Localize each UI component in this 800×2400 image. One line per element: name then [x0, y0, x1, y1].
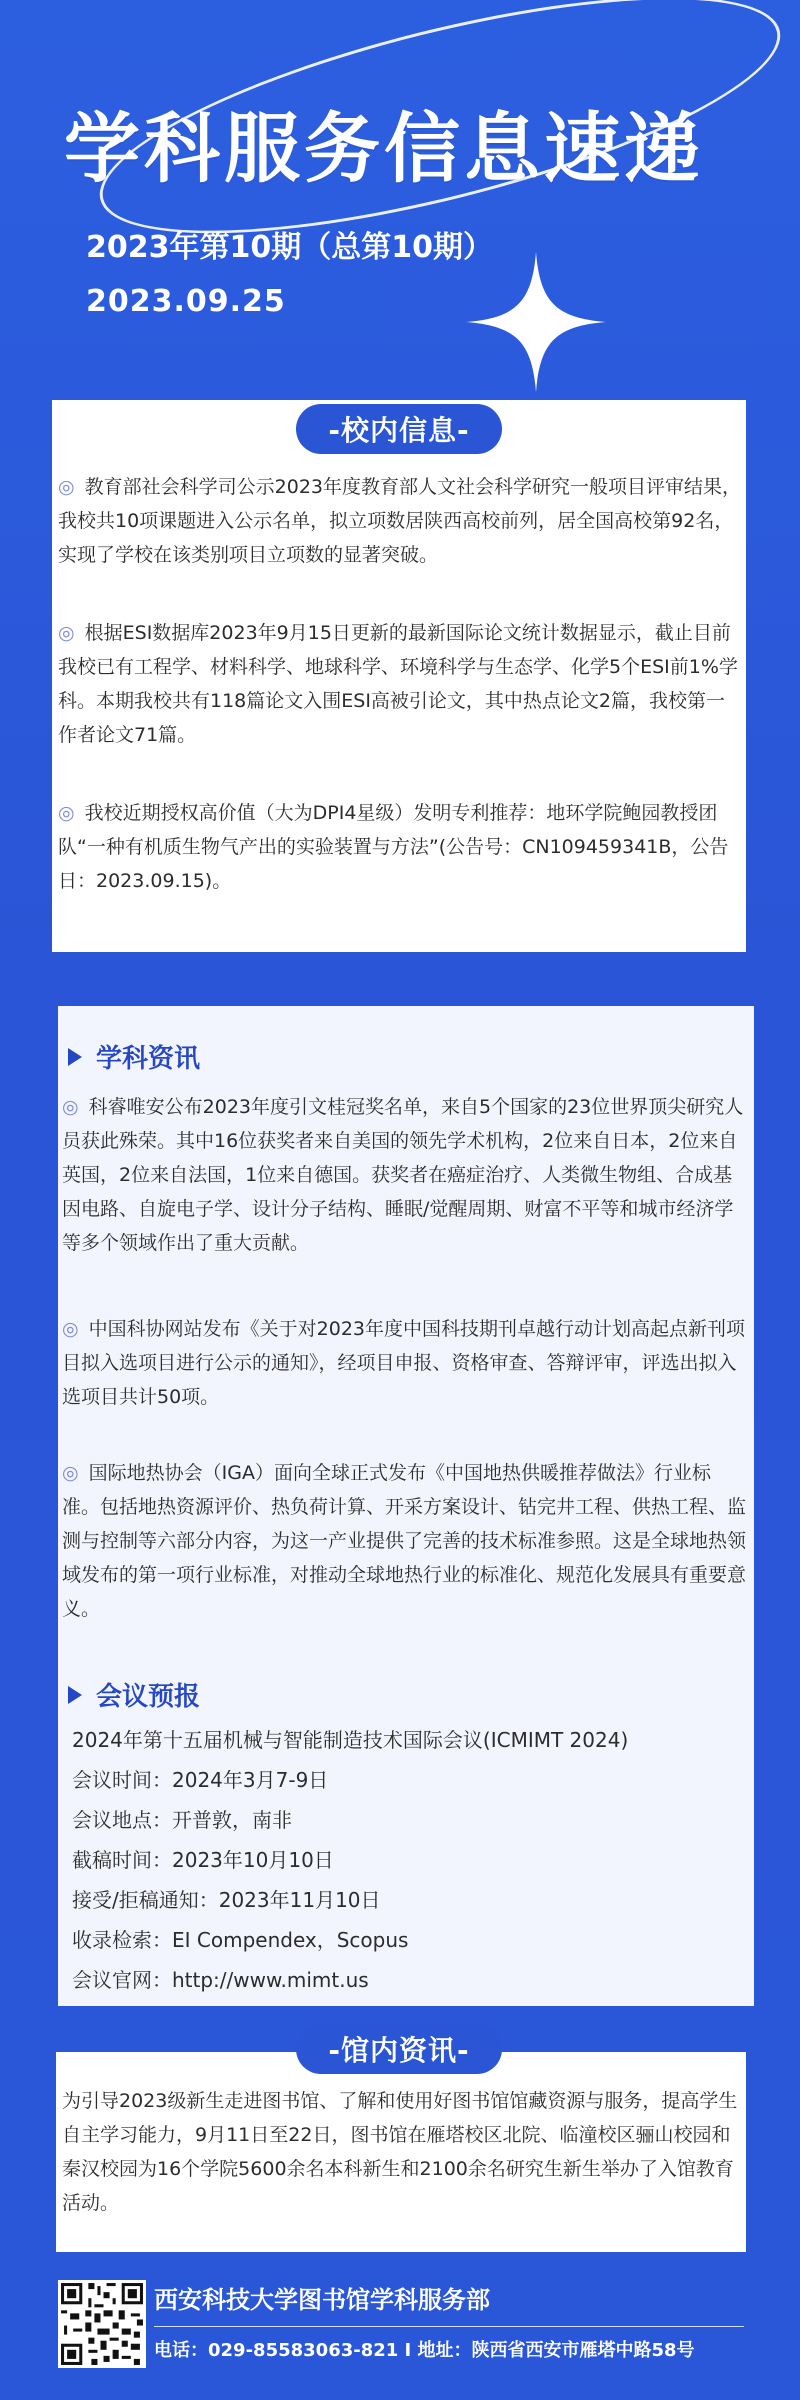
- bullet-icon: ◎: [62, 1318, 79, 1340]
- conference-website[interactable]: 会议官网：http://www.mimt.us: [72, 1968, 369, 1992]
- bullet-icon: ◎: [62, 1096, 79, 1118]
- campus-news-item: [58, 616, 742, 752]
- conference-deadline: 截稿时间：2023年10月10日: [72, 1848, 334, 1872]
- discipline-news-text: 中国科协网站发布《关于对2023年度中国科技期刊卓越行动计划高起点新刊项目拟入选项目进行公示的通知》，经项目申报、资格审查、答辩评审，评选出拟入选项目共计50项。: [62, 1318, 745, 1408]
- conference-notification: 接受/拒稿通知：2023年11月10日: [72, 1888, 381, 1912]
- discipline-news-item: [62, 1090, 748, 1260]
- header-banner: [0, 0, 800, 400]
- campus-news-text: 我校近期授权高价值（大为DPI4星级）发明专利推荐：地环学院鲍园教授团队“一种有机质生物气产出的实验装置与方法”(公告号：CN109459341B，公告日：2023.09.15)。: [58, 802, 729, 892]
- discipline-news-text: 国际地热协会（IGA）面向全球正式发布《中国地热供暖推荐做法》行业标准。包括地热资源评价、热负荷计算、开采方案设计、钻完井工程、供热工程、监测与控制等六部分内容，为这一产业提供了完善的技术标准参照。这是全球地热领域发布的第一项行业标准，对推动全球地热行业的标准化、规范化发展具有重要意义。: [62, 1462, 747, 1620]
- page-title: 学科服务信息速递: [64, 104, 704, 193]
- campus-news-item: [58, 796, 742, 898]
- bullet-icon: ◎: [58, 476, 75, 498]
- conference-name: 2024年第十五届机械与智能制造技术国际会议(ICMIMT 2024): [72, 1728, 629, 1752]
- conference-location: 会议地点：开普敦，南非: [72, 1808, 292, 1832]
- conference-heading: [68, 1676, 200, 1713]
- sparkle-icon: [466, 252, 606, 392]
- library-news-tag: -馆内资讯-: [296, 2024, 502, 2074]
- qr-code-icon: [58, 2280, 146, 2368]
- footer-organization: 西安科技大学图书馆学科服务部: [154, 2286, 490, 2314]
- issue-number: 2023年第10期（总第10期）: [86, 230, 493, 265]
- bullet-icon: ◎: [58, 802, 75, 824]
- conference-heading-label: 会议预报: [96, 1682, 201, 1712]
- library-news-text: 为引导2023级新生走进图书馆、了解和使用好图书馆馆藏资源与服务，提高学生自主学习能力，9月11日至22日，图书馆在雁塔校区北院、临潼校区骊山校园和秦汉校园为16个学院5600余名本科新生和2100余名研究生新生举办了入馆教育活动。: [62, 2090, 738, 2214]
- footer-divider: [154, 2326, 744, 2327]
- triangle-bullet-icon: [68, 1686, 82, 1704]
- conference-indexing: 收录检索：EI Compendex，Scopus: [72, 1928, 409, 1952]
- discipline-news-heading: [68, 1038, 200, 1075]
- bullet-icon: ◎: [62, 1462, 79, 1484]
- discipline-news-item: [62, 1312, 748, 1414]
- triangle-bullet-icon: [68, 1048, 82, 1066]
- discipline-heading-label: 学科资讯: [96, 1044, 201, 1074]
- discipline-news-text: 科睿唯安公布2023年度引文桂冠奖名单，来自5个国家的23位世界顶尖研究人员获此殊荣。其中16位获奖者来自美国的领先学术机构，2位来自日本，2位来自英国，2位来自法国，1位来自德国。获奖者在癌症治疗、人类微生物组、合成基因电路、自旋电子学、设计分子结构、睡眠/觉醒周期、财富不平等和城市经济学等多个领域作出了重大贡献。: [62, 1096, 744, 1254]
- campus-news-item: [58, 470, 742, 572]
- discipline-news-item: [62, 1456, 748, 1626]
- issue-date: 2023.09.25: [86, 284, 286, 319]
- bullet-icon: ◎: [58, 622, 75, 644]
- footer-contact: 电话：029-85583063-821 I 地址：陕西省西安市雁塔中路58号: [154, 2340, 695, 2361]
- campus-news-text: 根据ESI数据库2023年9月15日更新的最新国际论文统计数据显示，截止目前我校已有工程学、材料科学、地球科学、环境科学与生态学、化学5个ESI前1%学科。本期我校共有118篇论文入围ESI高被引论文，其中热点论文2篇，我校第一作者论文71篇。: [58, 622, 738, 746]
- conference-time: 会议时间：2024年3月7-9日: [72, 1768, 329, 1792]
- campus-news-text: 教育部社会科学司公示2023年度教育部人文社会科学研究一般项目评审结果，我校共10项课题进入公示名单，拟立项数居陕西高校前列，居全国高校第92名，实现了学校在该类别项目立项数的显著突破。: [58, 476, 741, 566]
- campus-news-tag: -校内信息-: [296, 404, 502, 454]
